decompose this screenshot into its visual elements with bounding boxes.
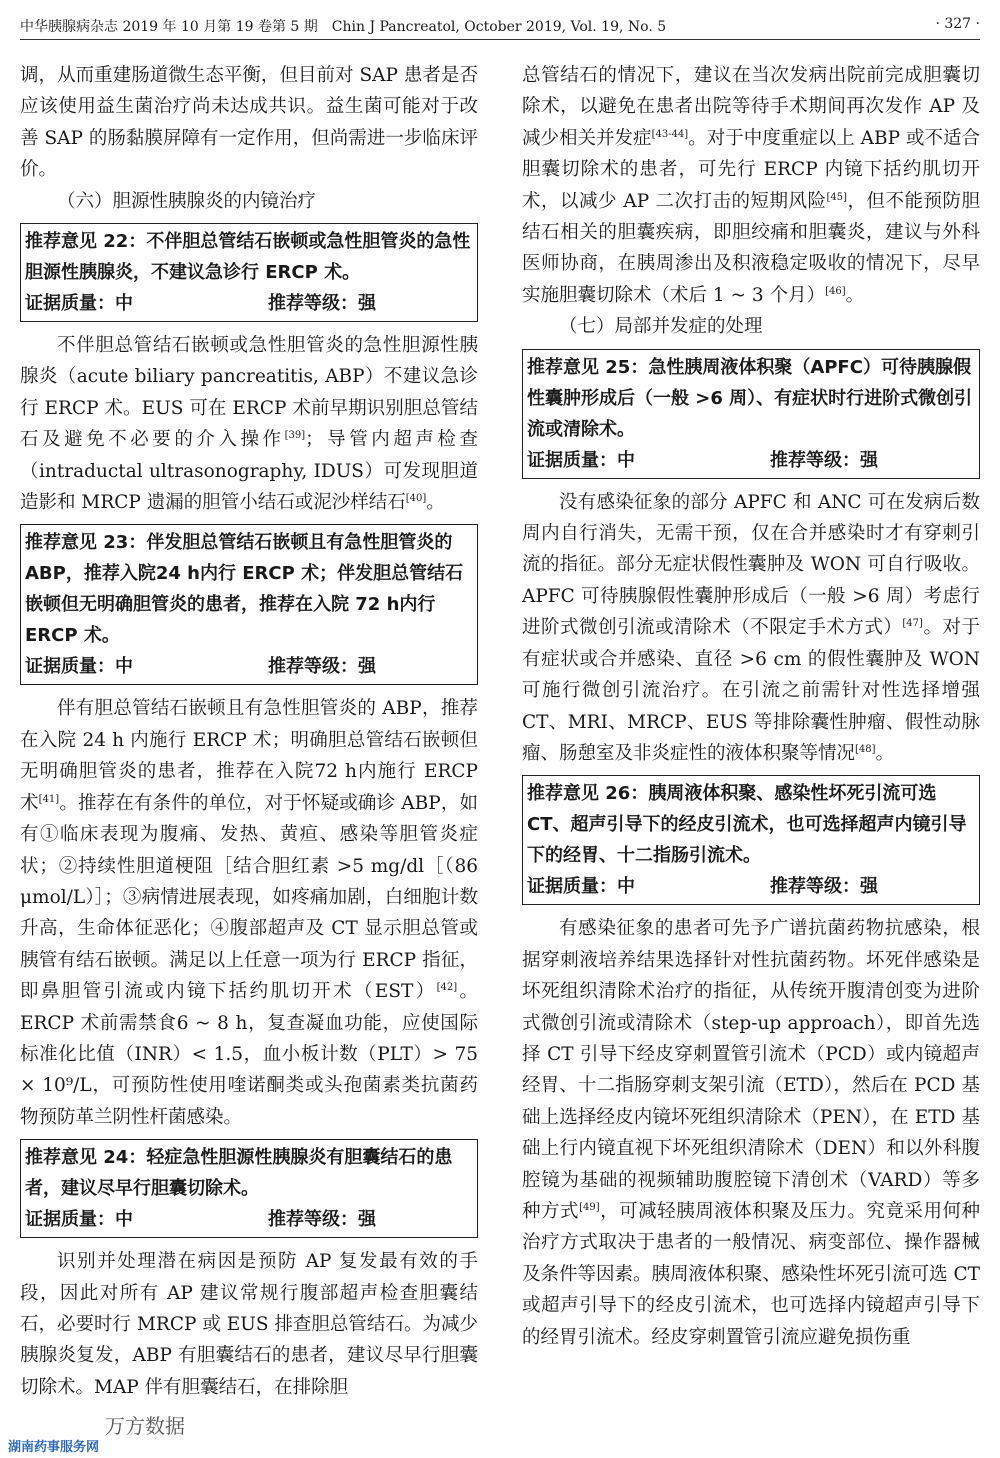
recommendation-grade: 推荐等级：强 [268, 656, 376, 678]
citation: [49] [579, 1201, 600, 1213]
section-heading: （六）胆源性胰腺炎的内镜治疗 [57, 190, 317, 212]
section-heading: （七）局部并发症的处理 [559, 316, 763, 338]
running-header [20, 14, 980, 40]
citation: [46] [825, 285, 846, 297]
left-column [20, 60, 478, 1403]
paragraph: 总管结石的情况下，建议在当次发病出院前完成胆囊切除术，以避免在患者出院等待手术期间再次发作 AP 及减少相关并发症[43-44]。对于中度重症以上 ABP 或不适合胆囊切除术的患者，可先行 ERCP 内镜下括约肌切开术，以减少 AP 二次打击的短期风险[45]，但不能预防胆结石相关的胆囊疾病，即胆绞痛和胆囊炎，建议与外科医师协商，在胰周渗出及积液稳定吸收的情况下，尽早实施胆囊切除术（术后 1 ~ 3 个月）[46]。 [522, 65, 980, 306]
recommendation-grade: 推荐等级：强 [268, 293, 376, 315]
recommendation-text: 推荐意见 25：急性胰周液体积聚（APFC）可待胰腺假性囊肿形成后（一般 >6 周）、有症状时行进阶式微创引流或清除术。 [527, 356, 973, 440]
recommendation-box [20, 1139, 478, 1238]
citation: [41] [38, 793, 60, 805]
paragraph: 识别并处理潜在病因是预防 AP 复发最有效的手段，因此对所有 AP 建议常规行腹部超声检查胆囊结石，必要时行 MRCP 或 EUS 排查胆总管结石。为减少胰腺炎复发，ABP 有胆囊结石的患者，建议尽早行胆囊切除术。MAP 伴有胆囊结石，在排除胆 [20, 1251, 478, 1398]
recommendation-box [20, 524, 478, 685]
citation: [40] [405, 492, 427, 504]
recommendation-text: 推荐意见 24：轻症急性胆源性胰腺炎有胆囊结石的患者，建议尽早行胆囊切除术。 [25, 1147, 453, 1200]
recommendation-grade: 推荐等级：强 [770, 876, 878, 898]
citation: [42] [436, 981, 458, 993]
recommendation-grade: 推荐等级：强 [770, 449, 878, 471]
evidence-quality: 证据质量：中 [25, 1209, 133, 1231]
citation: [45] [826, 191, 848, 203]
recommendation-text: 推荐意见 26：胰周液体积聚、感染性坏死引流可选 CT、超声引导下的经皮引流术，也可选择超声内镜引导下的经胃、十二指肠引流术。 [527, 783, 967, 867]
citation: [48] [855, 743, 876, 755]
paragraph: 没有感染征象的部分 APFC 和 ANC 可在发病后数周内自行消失，无需干预，仅在合并感染时才有穿刺引流的指征。部分无症状假性囊肿及 WON 可自行吸收。APFC 可待胰腺假性囊肿形成后（一般 >6 周）考虑行进阶式微创引流或清除术（不限定手术方式）[47]。对于有症状或合并感染、直径 >6 cm 的假性囊肿及 WON 可施行微创引流治疗。在引流之前需针对性选择增强 CT、MRI、MRCP、EUS 等排除囊性肿瘤、假性动脉瘤、肠憩室及非炎症性的液体积聚等情况[48]。 [522, 491, 980, 764]
watermark-text: 万方数据 [105, 1414, 185, 1438]
paragraph: 伴有胆总管结石嵌顿且有急性胆管炎的 ABP，推荐在入院 24 h 内施行 ERCP 术；明确胆总管结石嵌顿但无明确胆管炎的患者，推荐在入院72 h内施行 ERCP 术[41]。推荐在有条件的单位，对于怀疑或确诊 ABP，如有①临床表现为腹痛、发热、黄疸、感染等胆管炎症状；②持续性胆道梗阻［结合胆红素 >5 mg/dl［（86 μmol/L）］；③病情进展表现，如疼痛加剧，白细胞计数升高，生命体征恶化；④腹部超声及 CT 显示胆总管或胰管有结石嵌顿。满足以上任意一项为行 ERCP 指征，即鼻胆管引流或内镜下括约肌切开术（EST）[42]。ERCP 术前需禁食6 ~ 8 h，复查凝血功能，应使国际标准化比值（INR）< 1.5，血小板计数（PLT）> 75 × 10⁹/L，可预防性使用喹诺酮类或头孢菌素类抗菌药物预防革兰阴性杆菌感染。 [20, 698, 478, 1128]
recommendation-box [522, 775, 980, 905]
citation: [39] [284, 430, 306, 442]
citation: [47] [902, 618, 923, 630]
recommendation-text: 推荐意见 23：伴发胆总管结石嵌顿且有急性胆管炎的 ABP，推荐入院24 h内行 ERCP 术；伴发胆总管结石嵌顿但无明确胆管炎的患者，推荐在入院 72 h内行 ERCP 术。 [25, 532, 464, 647]
evidence-quality: 证据质量：中 [527, 449, 635, 471]
recommendation-box [20, 223, 478, 322]
paragraph: 有感染征象的患者可先予广谱抗菌药物抗感染，根据穿刺液培养结果选择针对性抗菌药物。坏死伴感染是坏死组织清除术治疗的指征，从传统开腹清创变为进阶式微创引流或清除术（step-up approach），即首先选择 CT 引导下经皮穿刺置管引流术（PCD）或内镜超声经胃、十二指肠穿刺支架引流（ETD），然后在 PCD 基础上选择经皮内镜坏死组织清除术（PEN），在 ETD 基础上行内镜直视下坏死组织清除术（DEN）和以外科腹腔镜为基础的视频辅助腹腔镜下清创术（VARD）等多种方式[49]，可减轻胰周液体积聚及压力。究竟采用何种治疗方式取决于患者的一般情况、病变部位、操作器械及条件等因素。胰周液体积聚、感染性坏死引流可选 CT 或超声引导下的经皮引流术，也可选择内镜超声引导下的经胃引流术。经皮穿刺置管引流应避免损伤重 [522, 918, 980, 1348]
page-number: · 327 · [935, 16, 980, 32]
paragraph: 不伴胆总管结石嵌顿或急性胆管炎的急性胆源性胰腺炎（acute biliary pancreatitis, ABP）不建议急诊行 ERCP 术。EUS 可在 ERCP 术前早期识别胆总管结石及避免不必要的介入操作[39]；导管内超声检查（intraductal ultrasonography, IDUS）可发现胆道造影和 MRCP 遗漏的胆管小结石或泥沙样结石[40]。 [20, 335, 478, 514]
recommendation-box [522, 349, 980, 479]
paragraph: 调，从而重建肠道微生态平衡，但目前对 SAP 患者是否应该使用益生菌治疗尚未达成共识。益生菌可能对于改善 SAP 的肠黏膜屏障有一定作用，但尚需进一步临床评价。 [20, 65, 478, 181]
evidence-quality: 证据质量：中 [25, 656, 133, 678]
recommendation-grade: 推荐等级：强 [268, 1209, 376, 1231]
right-column [522, 60, 980, 1353]
citation: [43-44] [651, 128, 689, 140]
recommendation-text: 推荐意见 22：不伴胆总管结石嵌顿或急性胆管炎的急性胆源性胰腺炎，不建议急诊行 ERCP 术。 [25, 231, 471, 284]
evidence-quality: 证据质量：中 [25, 293, 133, 315]
journal-citation: 中华胰腺病杂志 2019 年 10 月第 19 卷第 5 期 Chin J Pancreatol, October 2019, Vol. 19, No. 5 [20, 19, 667, 35]
footer-site-label: 湖南药事服务网 [8, 1440, 100, 1455]
evidence-quality: 证据质量：中 [527, 876, 635, 898]
